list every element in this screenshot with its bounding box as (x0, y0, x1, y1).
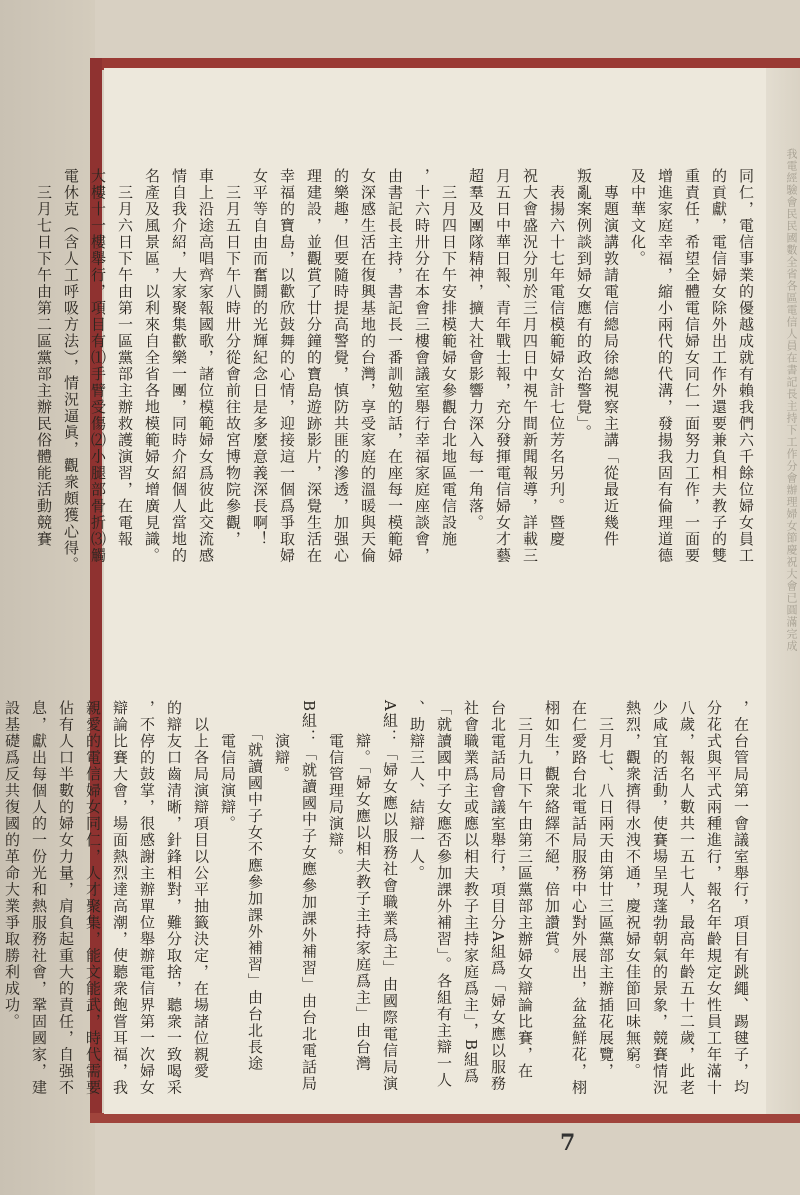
text-column: 辯論比賽大會，場面熱烈達高潮，使聽衆飽嘗耳福，我 (111, 700, 129, 1096)
text-column: 八歲，報名人數共一五七人，最高年齡五十二歲，此老 (678, 700, 696, 1096)
text-column: 三月九日下午由第三區黨部主辦婦女辯論比賽，在 (516, 700, 534, 1080)
article-text-top (35, 168, 759, 668)
text-column: 理建設，並觀賞了廿分鐘的寶島遊跡影片，深覺生活在 (305, 168, 323, 564)
text-column: 息，獻出每個人的一份光和熱服務社會，鞏固國家，建 (30, 700, 48, 1096)
text-column: 少咸宜的活動，使賽場呈現蓬勃朝氣的景象，競賽情況 (651, 700, 669, 1096)
text-column: 三月七日下午由第二區黨部主辦民俗體能活動競賽 (35, 168, 53, 548)
text-column: 由書記長主持，書記長一番訓勉的話，在座每一模範婦 (386, 168, 404, 564)
text-column: B組：「就讀國中子女應參加課外補習」由台北電話局 (300, 700, 318, 1093)
text-column: 辯。「婦女應以相夫教子主持家庭爲主」由台灣 (354, 700, 372, 1072)
text-column: 三月四日下午安排模範婦女參觀台北地區電信設施 (440, 168, 458, 548)
text-column: 佔有人口半數的婦女力量，肩負起重大的責任，自强不 (57, 700, 75, 1096)
text-column: 「就讀國中子女不應參加課外補習」由台北長途 (246, 700, 264, 1072)
text-column: 分花式與平式兩種進行，報名年齡規定女性員工年滿十 (705, 700, 723, 1096)
text-column: ，不停的鼓掌，很感謝主辦單位舉辦電信界第一次婦女 (138, 700, 156, 1096)
text-column: 超羣及團隊精神，擴大社會影響力深入每一角落。 (467, 168, 485, 531)
text-column: 女深感生活在復興基地的台灣，享受家庭的溫暖與天倫 (359, 168, 377, 564)
text-column: 同仁，電信事業的優越成就有賴我們六千餘位婦女員工 (737, 168, 755, 564)
text-column: 以上各局演辯項目以公平抽籤決定，在場諸位親愛 (192, 700, 210, 1080)
text-column: 重責任，希望全體電信婦女同仁一面努力工作，一面要 (683, 168, 701, 564)
text-column: 設基礎爲反共復國的革命大業爭取勝利成功。 (3, 700, 21, 1030)
text-column: 表揚六十七年電信模範婦女計七位芳名另刋。暨慶 (548, 168, 566, 548)
text-column: 車上沿途高唱齊家報國歌，諸位模範婦女爲彼此交流感 (197, 168, 215, 564)
text-column: ，在台管局第一會議室舉行，項目有跳繩、踢毽子，均 (732, 700, 750, 1096)
text-column: 三月六日下午由第一區黨部主辦救護演習，在電報 (116, 168, 134, 548)
text-column: 電休克（含人工呼吸方法），情況逼眞，觀衆頗獲心得。 (62, 168, 80, 573)
text-column: 在仁愛路台北電話局服務中心對外展出，盆盆鮮花，栩 (570, 700, 588, 1096)
text-column: 台北電話局會議室舉行，項目分A組爲「婦女應以服務 (489, 700, 507, 1092)
text-column: 及中華文化。 (629, 168, 647, 267)
text-column: 親愛的電信婦女同仁，人才聚集，能文能武，時代需要 (84, 700, 102, 1096)
article-text-bottom (3, 700, 754, 1120)
text-column: 栩如生，觀衆絡繹不絕，倍加讚賞。 (543, 700, 561, 964)
document-page (3, 68, 800, 1156)
text-column: 電信管理局演辯。 (327, 700, 345, 865)
text-column: ，十六時卅分在本會三樓會議室舉行幸福家庭座談會， (413, 168, 431, 564)
text-column: 的樂趣，但要隨時提高警覺，慎防共匪的滲透，加强心 (332, 168, 350, 564)
show-through-text: 我電經驗會民民國數全省各區電信人員在書記長主持下工作分會辦理婦女節慶祝大會已圓滿完成 (785, 148, 798, 652)
page-number: 7 (560, 1130, 576, 1156)
text-column: 、助辯三人、結辯一人。 (408, 700, 426, 882)
text-column: 月五日中華日報、青年戰士報，充分發揮電信婦女才藝 (494, 168, 512, 564)
text-column: 熱烈，觀衆擠得水洩不通，慶祝婦女佳節回味無窮。 (624, 700, 642, 1080)
text-column: 大樓十一樓舉行，項目有⑴手臂受傷⑵小腿部骨折⑶觸 (89, 168, 107, 564)
text-column: 的辯友口齒清晰，針鋒相對，難分取捨，聽衆一致喝采 (165, 700, 183, 1096)
text-column: 社會職業爲主或應以相夫教子主持家庭爲主」，B組爲 (462, 700, 480, 1085)
text-column: 情自我介紹，大家聚集歡樂一團，同時介紹個人當地的 (170, 168, 188, 564)
text-column: 幸福的寶島，以歡欣鼓舞的心情，迎接這一個爲爭取婦 (278, 168, 296, 564)
text-column: A組：「婦女應以服務社會職業爲主」由國際電信局演 (381, 700, 399, 1092)
text-column: 名產及風景區，以利來自全省各地模範婦女增廣見識。 (143, 168, 161, 564)
text-column: 演辯。 (273, 700, 291, 783)
text-column: 祝大會盛況分別於三月四日中視午間新聞報導，詳載三 (521, 168, 539, 564)
text-column: 的貢獻，電信婦女除外出工作外還要兼負相夫教子的雙 (710, 168, 728, 564)
text-column: 三月五日下午八時卅分從會前往故宮博物院參觀， (224, 168, 242, 548)
text-column: 叛亂案例談到婦女應有的政治警覺」。 (575, 168, 593, 441)
text-column: 增進家庭幸福，縮小兩代的代溝，發揚我固有倫理道德 (656, 168, 674, 564)
text-column: 三月七、八日兩天由第廿三區黨部主辦插花展覽， (597, 700, 615, 1080)
text-column: 女平等自由而奮鬪的光輝紀念日是多麼意義深長啊！ (251, 168, 269, 548)
text-column: 「就讀國中子女應否參加課外補習」。各組有主辯一人 (435, 700, 453, 1089)
text-column: 電信局演辯。 (219, 700, 237, 832)
text-column: 專題演講敦請電信總局徐總視察主講「從最近幾件 (602, 168, 620, 548)
